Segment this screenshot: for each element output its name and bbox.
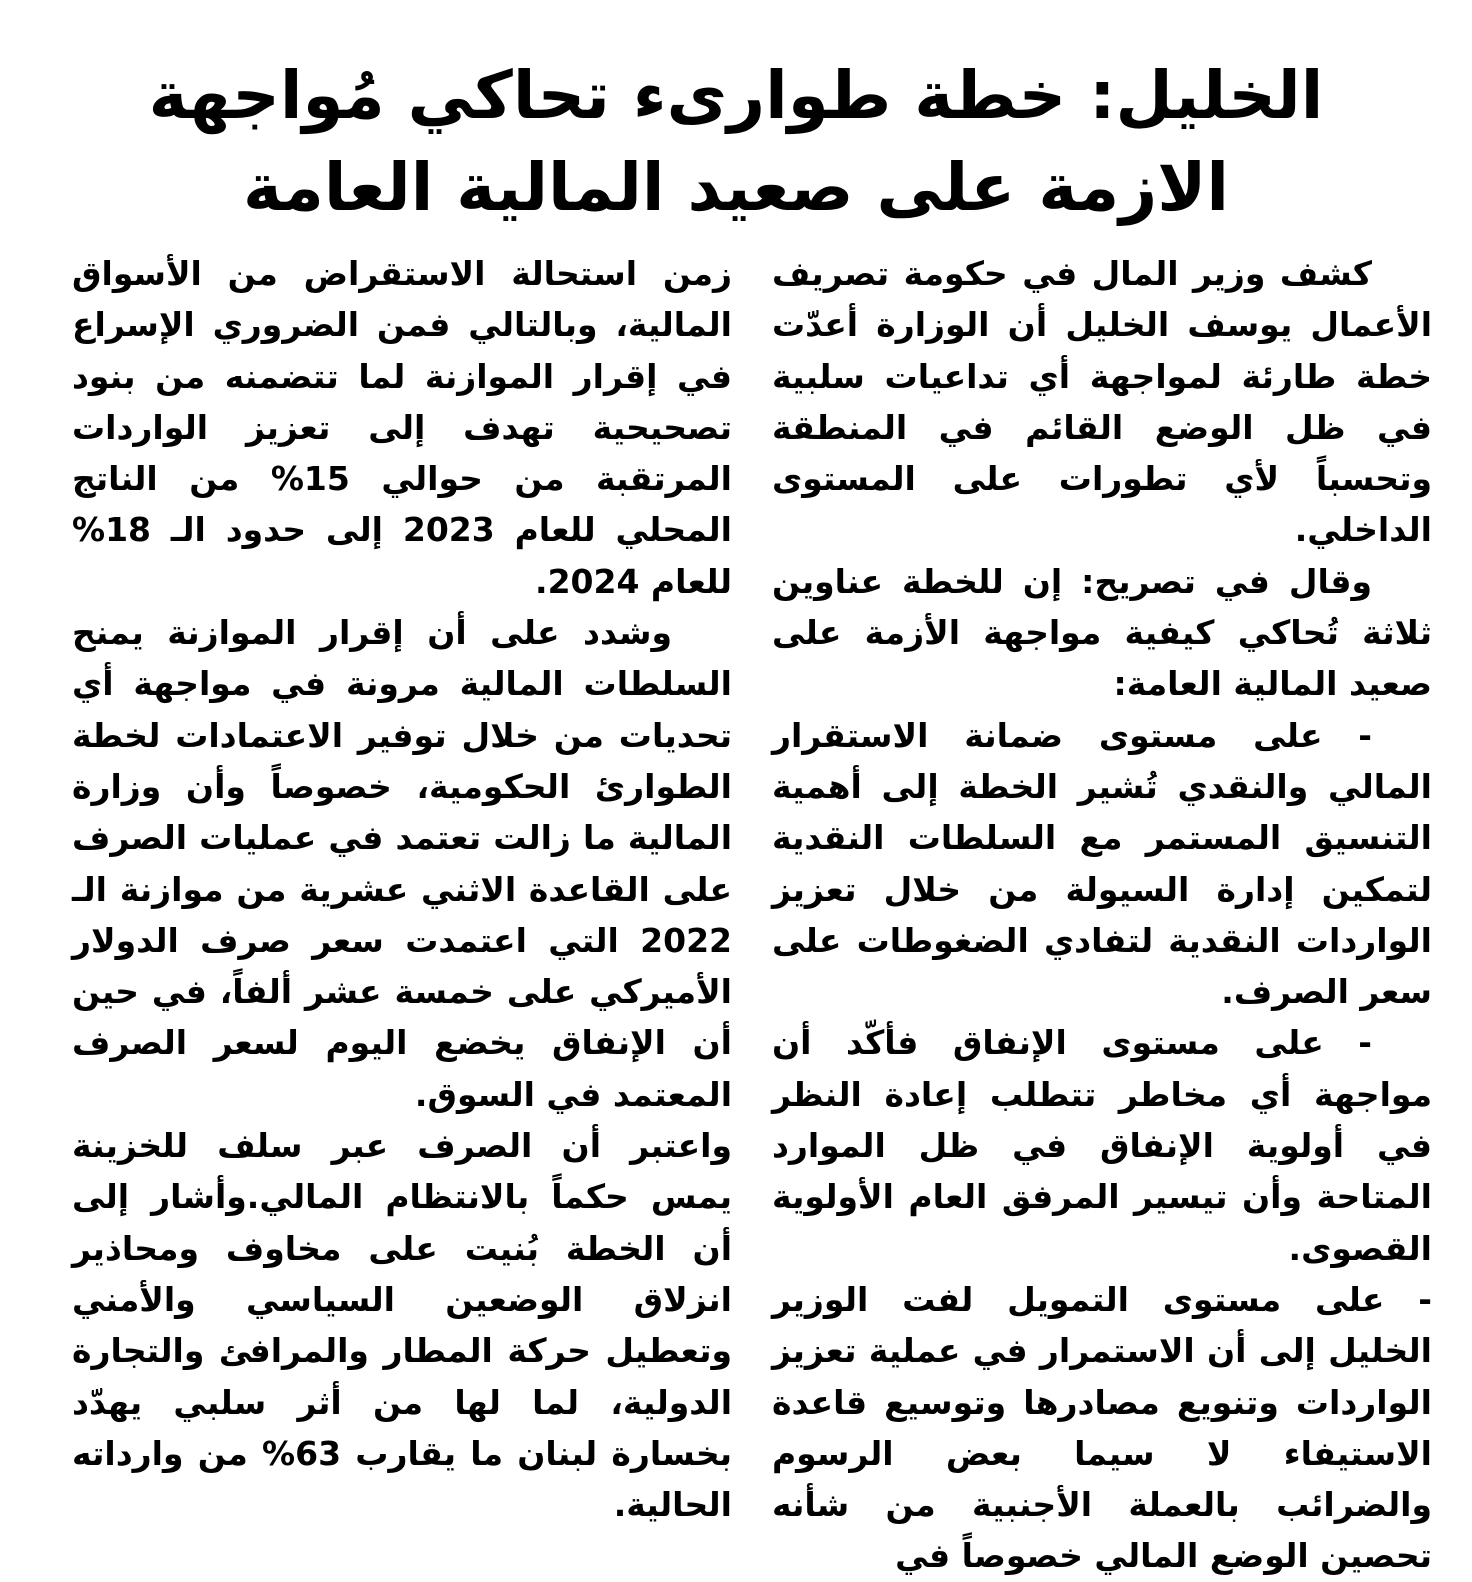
- paragraph: واعتبر أن الصرف عبر سلف للخزينة يمس حكماً بالانتظام المالي.وأشار إلى أن الخطة بُنيت على مخاوف ومحاذير انزلاق الوضعين السياسي والأمني وتعطيل حركة المطار والمرافئ والتجارة الدولية، لما لها من أثر سلبي يهدّد بخسارة لبنان ما يقارب 63% من وارداته الحالية.: [72, 1126, 732, 1525]
- paragraph: - على مستوى التمويل لفت الوزير الخليل إلى أن الاستمرار في عملية تعزيز الواردات وتنويع مصادرها وتوسيع قاعدة الاستيفاء لا سيما بعض الرسوم والضرائب بالعملة الأجنبية من شأنه تحصين الوضع المالي خصوصاً في: [772, 1279, 1432, 1576]
- paragraph: - على مستوى الإنفاق فأكّد أن مواجهة أي مخاطر تتطلب إعادة النظر في أولوية الإنفاق في ظل الموارد المتاحة وأن تيسير المرفق العام الأولوية القصوى.: [772, 1023, 1432, 1268]
- left-column: [72, 248, 732, 1530]
- paragraph: كشف وزير المال في حكومة تصريف الأعمال يوسف الخليل أن الوزارة أعدّت خطة طارئة لمواجهة أي تداعيات سلبية في ظل الوضع القائم في المنطقة وتحسباً لأي تطورات على المستوى الداخلي.: [772, 254, 1432, 550]
- headline-line-1: الخليل: خطة طوارىء تحاكي مُواجهة: [148, 57, 1324, 134]
- headline: [60, 50, 1412, 234]
- paragraph: وقال في تصريح: إن للخطة عناوين ثلاثة تُحاكي كيفية مواجهة الأزمة على صعيد المالية العامة:: [772, 561, 1432, 704]
- right-column: [772, 248, 1432, 1582]
- paragraph: وشدد على أن إقرار الموازنة يمنح السلطات المالية مرونة في مواجهة أي تحديات من خلال توفير الاعتمادات لخطة الطوارئ الحكومية، خصوصاً وأن وزارة المالية ما زالت تعتمد في عمليات الصرف على القاعدة الاثني عشرية من موازنة الـ 2022 التي اعتمدت سعر صرف الدولار الأميركي على خمسة عشر ألفاً، في حين أن الإنفاق يخضع اليوم لسعر الصرف المعتمد في السوق.: [72, 613, 732, 1114]
- paragraph: زمن استحالة الاستقراض من الأسواق المالية، وبالتالي فمن الضروري الإسراع في إقرار الموازنة لما تتضمنه من بنود تصحيحية تهدف إلى تعزيز الواردات المرتقبة من حوالي 15% من الناتج المحلي للعام 2023 إلى حدود الـ 18% للعام 2024.: [72, 254, 732, 601]
- headline-line-2: الازمة على صعيد المالية العامة: [243, 149, 1229, 226]
- paragraph: - على مستوى ضمانة الاستقرار المالي والنقدي تُشير الخطة إلى أهمية التنسيق المستمر مع السلطات النقدية لتمكين إدارة السيولة من خلال تعزيز الواردات النقدية لتفادي الضغوطات على سعر الصرف.: [772, 715, 1432, 1012]
